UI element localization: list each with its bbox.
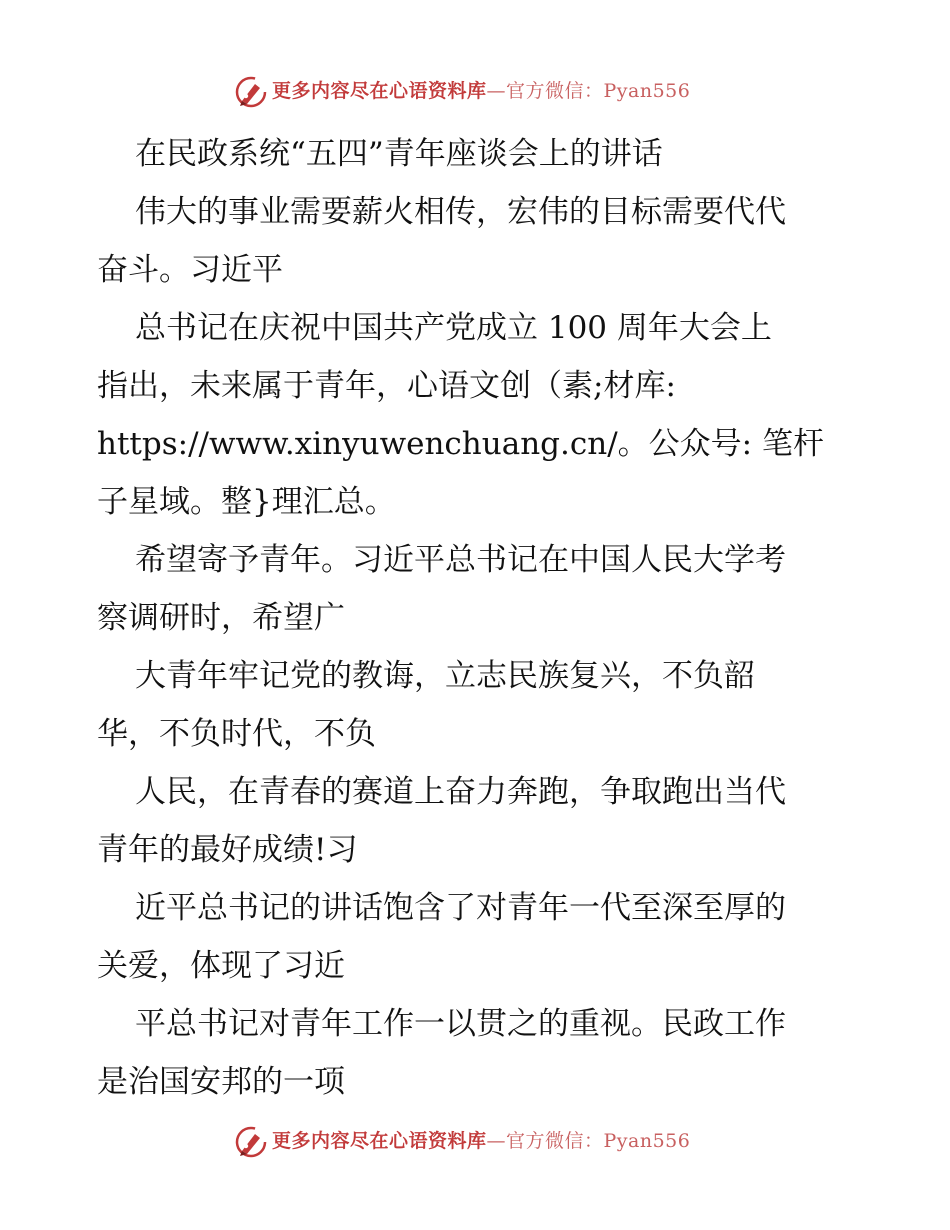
- text-line: 关爱，体现了习近: [97, 948, 345, 984]
- text-line: 总书记在庆祝中国共产党成立 100 周年大会上: [135, 310, 772, 346]
- text-line: 平总书记对青年工作一以贯之的重视。民政工作: [135, 1006, 786, 1042]
- pen-circle-logo-icon: [233, 74, 269, 110]
- banner-separator: —: [486, 80, 507, 102]
- text-line: 华，不负时代，不负: [97, 716, 376, 752]
- text-line: https://www.xinyuwenchuang.cn/。公众号: 笔杆: [97, 426, 824, 462]
- footer-banner: [0, 1122, 950, 1162]
- text-line: 大青年牢记党的教诲，立志民族复兴，不负韶: [135, 658, 755, 694]
- document-body: [97, 125, 857, 1111]
- text-line: 子星域。整}理汇总。: [97, 484, 396, 520]
- banner-wechat: 官方微信：Pyan556: [506, 1130, 691, 1152]
- text-line: 人民，在青春的赛道上奋力奔跑，争取跑出当代: [135, 774, 786, 810]
- text-line: 青年的最好成绩!习: [97, 832, 358, 868]
- banner-text: [272, 1128, 690, 1154]
- text-line: 察调研时，希望广: [97, 600, 345, 636]
- banner-text: [272, 78, 690, 104]
- banner-highlight: 更多内容尽在心语资料库: [272, 1130, 487, 1152]
- header-banner: [0, 72, 950, 112]
- pen-circle-logo-icon: [233, 1124, 269, 1160]
- banner-separator: —: [486, 1130, 507, 1152]
- text-line: 指出，未来属于青年，心语文创（素;材库:: [97, 368, 676, 404]
- text-line: 近平总书记的讲话饱含了对青年一代至深至厚的: [135, 890, 786, 926]
- text-line: 伟大的事业需要薪火相传，宏伟的目标需要代代: [135, 194, 786, 230]
- document-title: 在民政系统“五四”青年座谈会上的讲话: [135, 136, 663, 172]
- text-line: 希望寄予青年。习近平总书记在中国人民大学考: [135, 542, 786, 578]
- text-line: 奋斗。习近平: [97, 252, 283, 288]
- banner-wechat: 官方微信：Pyan556: [506, 80, 691, 102]
- text-line: 是治国安邦的一项: [97, 1064, 345, 1100]
- banner-highlight: 更多内容尽在心语资料库: [272, 80, 487, 102]
